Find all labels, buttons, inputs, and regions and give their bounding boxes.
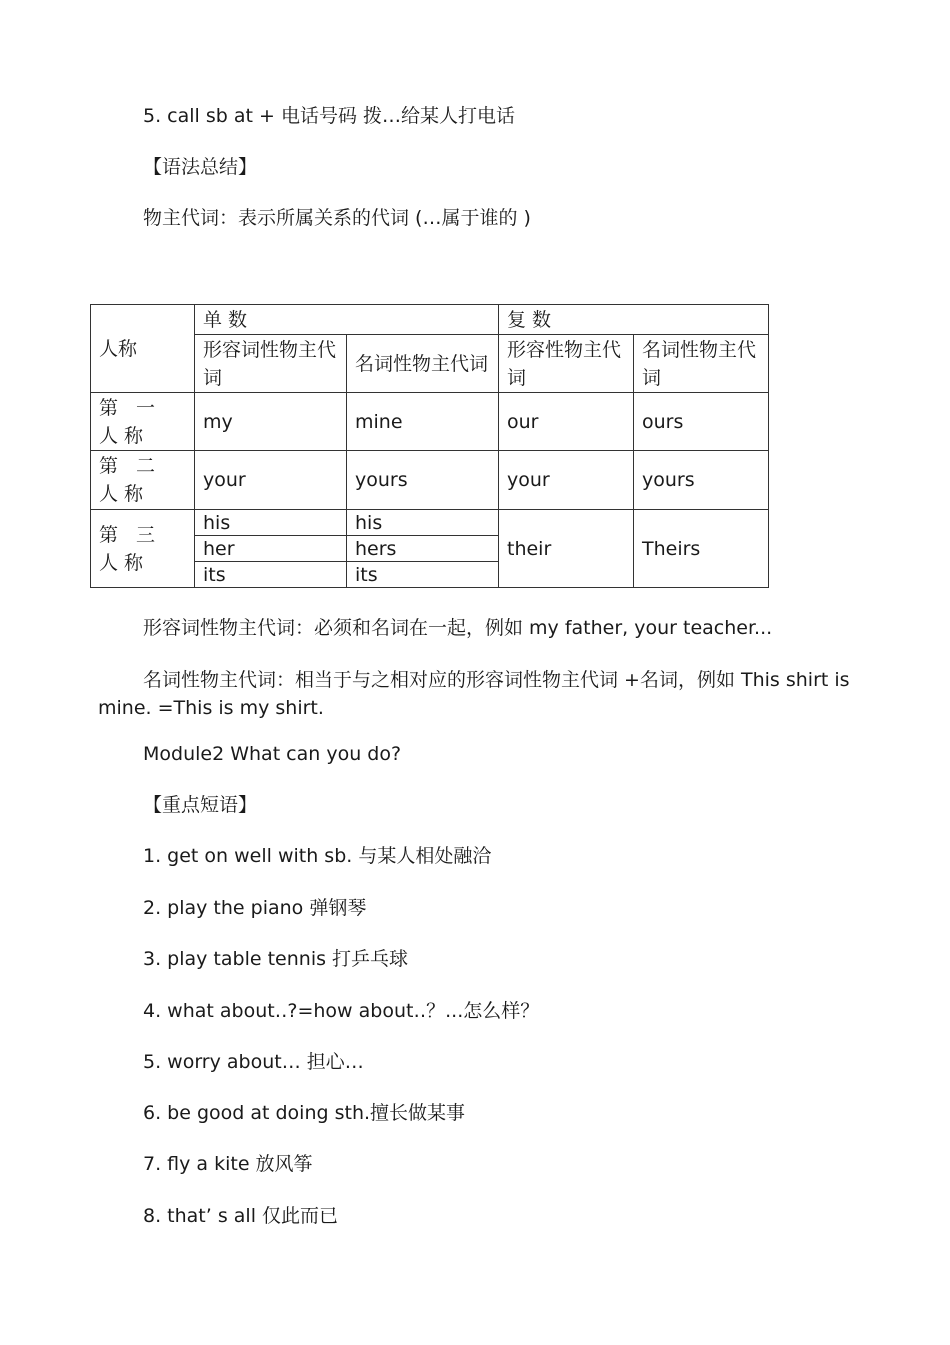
line-call: 5. call sb at + 电话号码 拨…给某人打电话: [143, 105, 515, 127]
person-first: 第 一 人称: [91, 393, 195, 451]
module-title: Module2 What can you do?: [143, 743, 402, 765]
table-row: [91, 510, 769, 536]
noun-possessive-note: [98, 666, 858, 722]
cell-noun-plural: ours: [634, 393, 769, 451]
list-item: 8. that’ s all 仅此而已: [143, 1205, 339, 1227]
possessive-pronoun-table: [90, 304, 769, 588]
cell-adj-plural: your: [499, 451, 634, 510]
subheader-noun-singular: 名词性物主代词: [347, 335, 499, 393]
adj-possessive-note: 形容词性物主代词：必须和名词在一起，例如 my father, your teacher...: [143, 617, 773, 639]
cell-noun: its: [347, 562, 499, 588]
cell-adj-plural: their: [499, 510, 634, 588]
possessive-definition: 物主代词：表示所属关系的代词 (…属于谁的 ): [143, 207, 531, 229]
list-item: 5. worry about… 担心…: [143, 1051, 364, 1073]
cell-adj: my: [195, 393, 347, 451]
cell-noun-plural: Theirs: [634, 510, 769, 588]
subheader-noun-plural: 名词性物主代词: [634, 335, 769, 393]
cell-adj: your: [195, 451, 347, 510]
cell-noun: yours: [347, 451, 499, 510]
header-plural: 复 数: [499, 305, 769, 335]
header-singular: 单 数: [195, 305, 499, 335]
subheader-adj-plural: 形容性物主代词: [499, 335, 634, 393]
cell-adj-plural: our: [499, 393, 634, 451]
cell-noun: mine: [347, 393, 499, 451]
subheader-adj-singular: 形容词性物主代词: [195, 335, 347, 393]
header-person: 人称: [91, 305, 195, 393]
cell-adj: her: [195, 536, 347, 562]
person-third: 第 三 人称: [91, 510, 195, 588]
cell-adj: its: [195, 562, 347, 588]
person-second: 第 二 人称: [91, 451, 195, 510]
list-item: 2. play the piano 弹钢琴: [143, 897, 367, 919]
list-item: 6. be good at doing sth.擅长做某事: [143, 1102, 466, 1124]
list-item: 4. what about‥?=how about‥？...怎么样？: [143, 1000, 540, 1022]
list-item: 7. fly a kite 放风筝: [143, 1153, 313, 1175]
list-item: 1. get on well with sb. 与某人相处融洽: [143, 845, 492, 867]
cell-noun: his: [347, 510, 499, 536]
key-phrases-heading: 【重点短语】: [143, 794, 258, 816]
grammar-summary-heading: 【语法总结】: [143, 156, 258, 178]
table-row: [91, 393, 769, 451]
noun-possessive-note-text: 名词性物主代词：相当于与之相对应的形容词性物主代词 +名词，例如 This shirt is mine. =This is my shirt.: [98, 669, 850, 719]
list-item: 3. play table tennis 打乒乓球: [143, 948, 409, 970]
cell-noun-plural: yours: [634, 451, 769, 510]
cell-adj: his: [195, 510, 347, 536]
cell-noun: hers: [347, 536, 499, 562]
table-row: [91, 451, 769, 510]
